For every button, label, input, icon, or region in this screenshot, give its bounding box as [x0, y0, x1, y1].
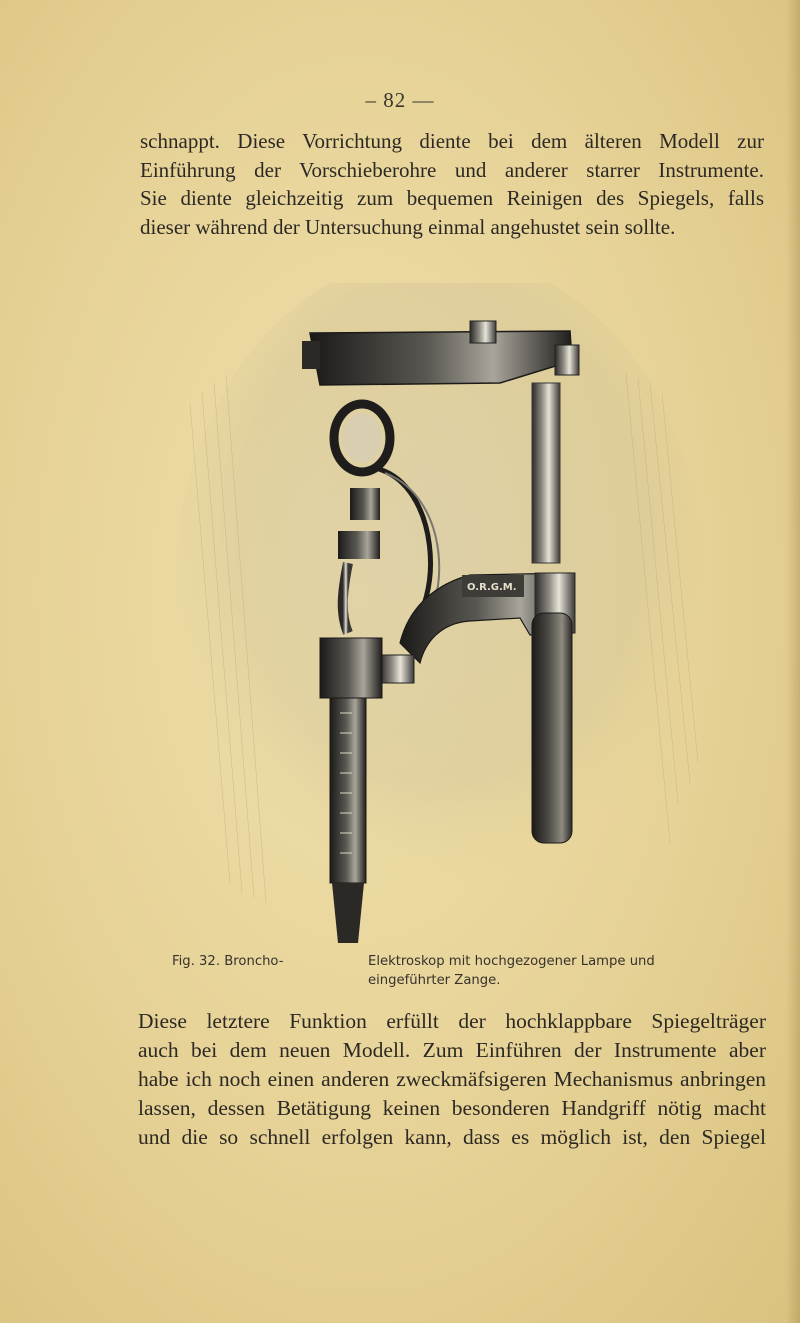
paragraph-top-line-2: Einführung der Vorschieberohre und anderer starrer Instrumente.: [140, 157, 764, 182]
paragraph-top: [140, 127, 764, 241]
tube-tip: [332, 883, 364, 943]
paragraph-bottom-line-3: habe ich noch einen anderen zweckmäfsigeren Mechanismus anbringen: [138, 1067, 766, 1091]
caption-label: Fig. 32. Broncho-: [172, 954, 284, 969]
paragraph-top-line-4: dieser während der Untersuchung einmal angehustet sein sollte.: [140, 214, 676, 239]
left-column-top: [320, 638, 382, 698]
caption-line-2: eingeführter Zange.: [368, 973, 501, 988]
adjust-knob-upper: [350, 488, 380, 520]
right-rod: [532, 383, 560, 563]
paragraph-bottom-line-5: und die so schnell erfolgen kann, dass es möglich ist, den Spiegel: [138, 1125, 766, 1149]
paragraph-bottom-line-4: lassen, dessen Betätigung keinen besonderen Handgriff nötig macht: [138, 1096, 766, 1120]
paragraph-bottom: [138, 1007, 766, 1152]
left-column: [330, 698, 366, 883]
paragraph-bottom-line-1: Diese letztere Funktion erfüllt der hochklappbare Spiegelträger: [138, 1009, 766, 1033]
caption-line-1: Elektroskop mit hochgezogener Lampe und: [368, 954, 655, 969]
adjust-knob-lower: [338, 531, 380, 559]
bronchoscope-illustration: [170, 283, 710, 963]
top-cap-left: [302, 341, 320, 369]
page-edge-shadow: [786, 0, 800, 1323]
paragraph-bottom-line-2: auch bei dem neuen Modell. Zum Einführen der Instrumente aber: [138, 1038, 766, 1062]
plate-label: O.R.G.M.: [467, 582, 517, 593]
paragraph-top-line-3: Sie diente gleichzeitig zum bequemen Reinigen des Spiegels, falls: [140, 186, 764, 210]
paragraph-top-line-1: schnappt. Diese Vorrichtung diente bei dem älteren Modell zur: [140, 129, 764, 153]
lamp-tube: [343, 563, 348, 633]
top-knob: [470, 321, 496, 343]
top-knob-right: [555, 345, 579, 375]
small-clamp: [380, 655, 414, 683]
right-handle: [532, 613, 572, 843]
page-number: – 82 —: [365, 88, 435, 112]
